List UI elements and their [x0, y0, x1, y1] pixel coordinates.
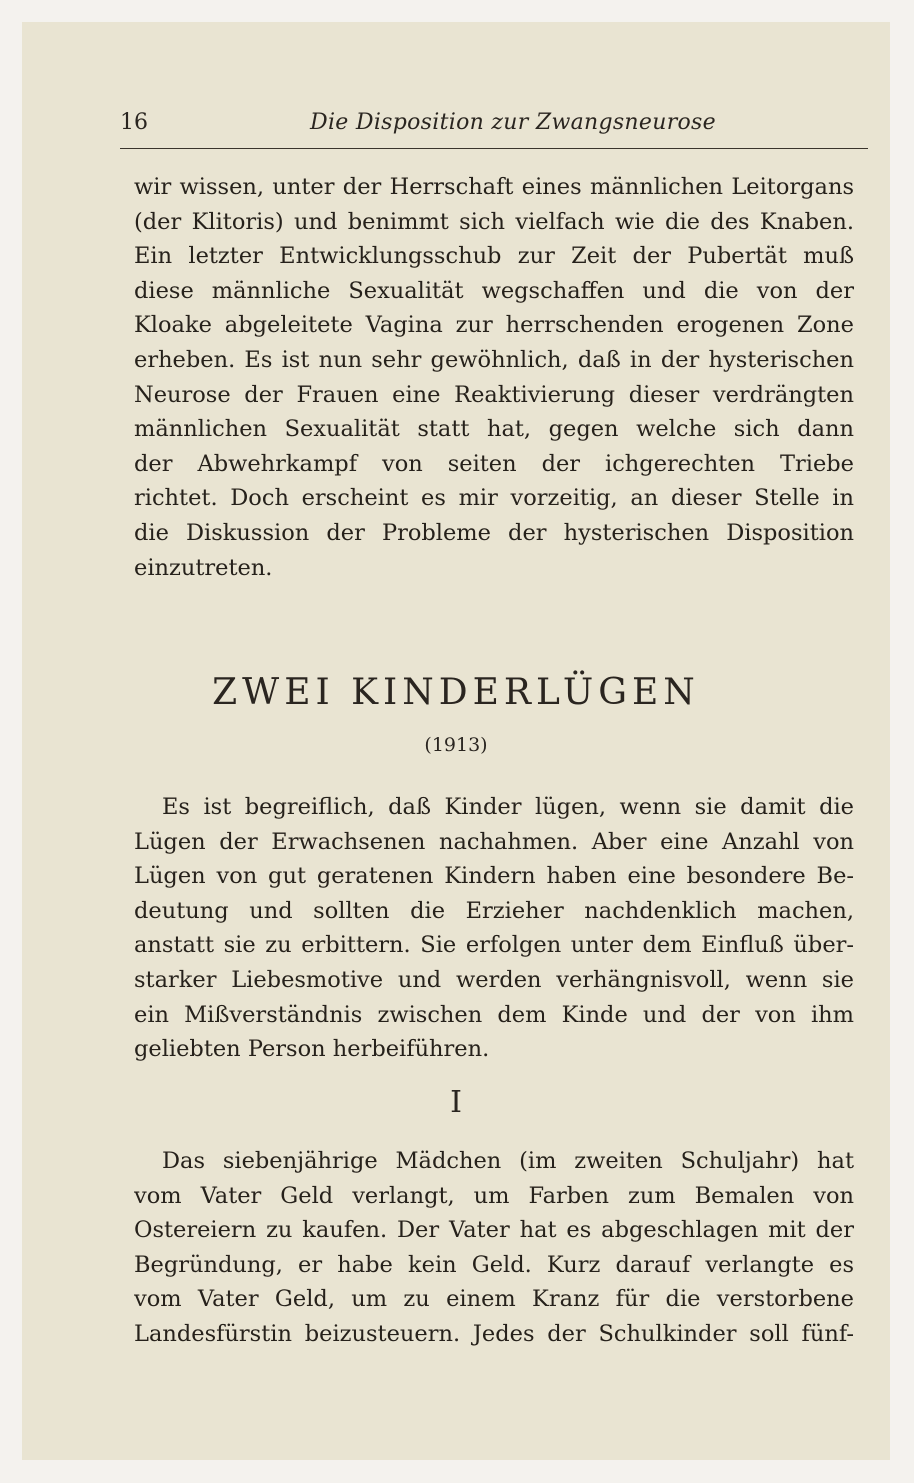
text-line: ein Mißverständnis zwischen dem Kinde und der von ihm [134, 1001, 854, 1028]
text-line: einzutreten. [134, 554, 273, 581]
text-line: Das siebenjährige Mädchen (im zweiten Schuljahr) hat [162, 1148, 854, 1174]
text-line: vom Vater Geld verlangt, um Farben zum Bemalen von [134, 1182, 854, 1209]
text-line: richtet. Doch erscheint es mir vorzeitig, an dieser Stelle in [134, 485, 854, 512]
text-line: Begründung, er habe kein Geld. Kurz darauf verlangte es [134, 1251, 854, 1278]
text-line: Lügen von gut geratenen Kindern haben eine besondere Be- [134, 863, 854, 890]
text-line: wir wissen, unter der Herrschaft eines männlichen Leitorgans [134, 174, 854, 200]
text-line: Kloake abgeleitete Vagina zur herrschenden erogenen Zone [134, 312, 854, 339]
text-line: Lügen der Erwachsenen nachahmen. Aber eine Anzahl von [134, 828, 854, 855]
subsection-numeral: I [450, 1085, 462, 1120]
text-line: starker Liebesmotive und werden verhängnisvoll, wenn sie [134, 966, 854, 993]
page-header [120, 110, 860, 140]
text-line: diese männliche Sexualität wegschaffen und die von der [134, 277, 854, 304]
book-page [22, 22, 890, 1460]
text-line: geliebten Person herbeiführen. [134, 1036, 490, 1063]
text-line: deutung und sollten die Erzieher nachdenklich machen, [134, 897, 854, 924]
text-line: anstatt sie zu erbittern. Sie erfolgen unter dem Einfluß über- [134, 932, 854, 959]
paragraph-continuation [134, 170, 854, 585]
section-title: ZWEI KINDERLÜGEN [212, 672, 700, 713]
text-line: männlichen Sexualität statt hat, gegen welche sich dann [134, 416, 854, 443]
running-title: Die Disposition zur Zwangsneurose [310, 110, 716, 135]
text-line: vom Vater Geld, um zu einem Kranz für die verstorbene [134, 1286, 854, 1313]
text-line: Ostereiern zu kaufen. Der Vater hat es abgeschlagen mit der [134, 1217, 854, 1244]
header-rule [120, 148, 868, 149]
paragraph-intro [134, 790, 854, 1067]
section-year: (1913) [424, 734, 488, 756]
page-number: 16 [120, 110, 148, 135]
text-line: Neurose der Frauen eine Reaktivierung dieser verdrängten [134, 381, 854, 408]
text-line: Landesfürstin beizusteuern. Jedes der Schulkinder soll fünf- [134, 1320, 854, 1347]
text-line: (der Klitoris) und benimmt sich vielfach wie die des Knaben. [134, 208, 854, 235]
text-line: Ein letzter Entwicklungsschub zur Zeit der Pubertät muß [134, 243, 854, 270]
text-line: der Abwehrkampf von seiten der ichgerechten Triebe [134, 450, 854, 477]
text-line: die Diskussion der Probleme der hysterischen Disposition [134, 519, 854, 546]
paragraph-story [134, 1144, 854, 1352]
text-line: erheben. Es ist nun sehr gewöhnlich, daß in der hysterischen [134, 346, 854, 373]
text-line: Es ist begreiflich, daß Kinder lügen, wenn sie damit die [162, 794, 854, 820]
